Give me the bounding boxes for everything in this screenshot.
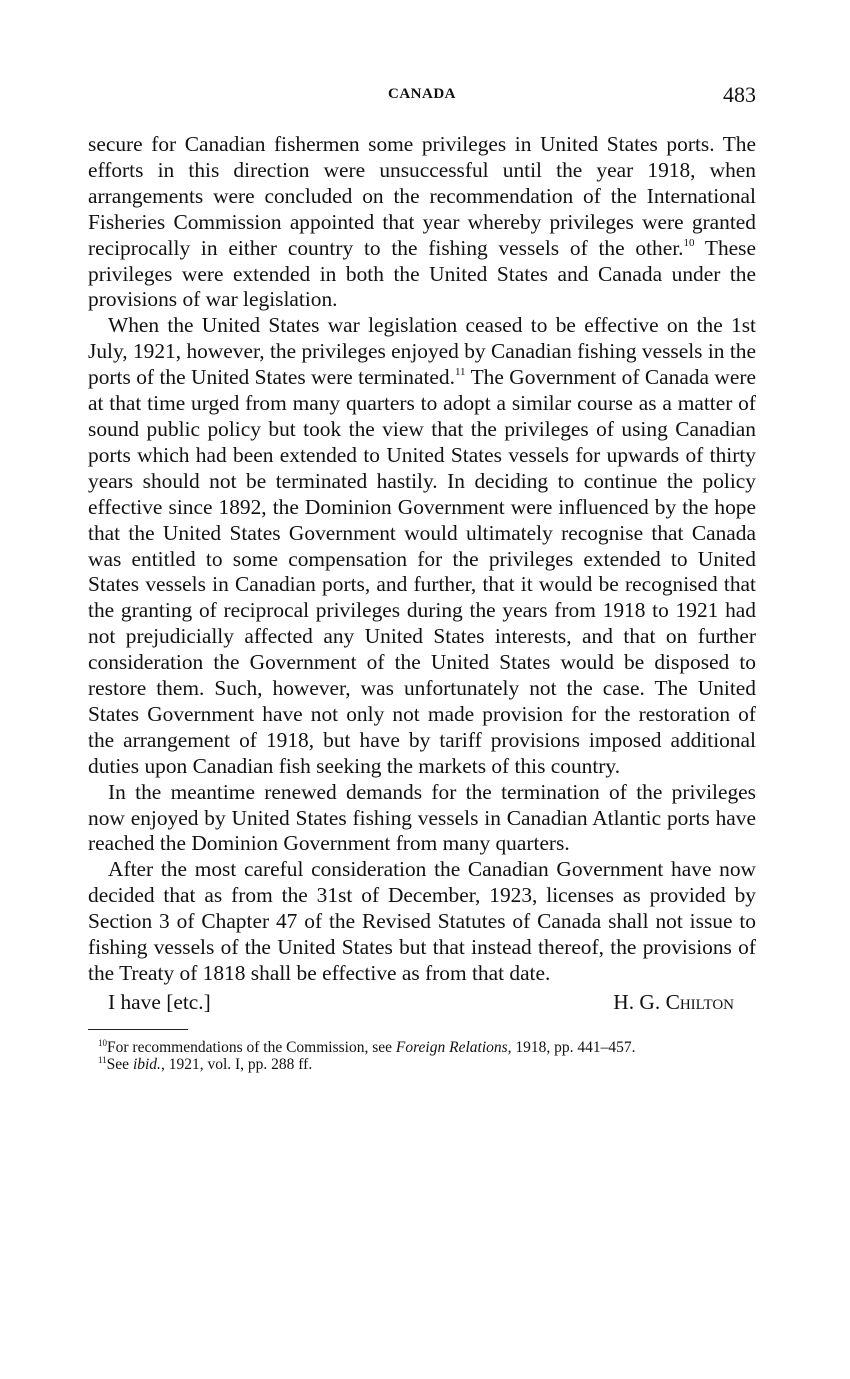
footnote-ref-10: 10 [683, 236, 695, 249]
signature-initials: H. G. [613, 989, 666, 1014]
salutation: I have [etc.] [108, 989, 211, 1014]
footnote-ref-11: 11 [454, 366, 466, 379]
document-page [88, 80, 756, 1073]
footnote-10-italic: Foreign Relations [395, 1038, 508, 1056]
page-number: 483 [723, 82, 756, 107]
running-head: CANADA [388, 86, 456, 102]
footnote-11 [88, 1054, 756, 1073]
footnote-11-italic: ibid. [132, 1055, 161, 1073]
paragraph-1 [88, 132, 756, 313]
footnote-11-text-b: , 1921, vol. I, pp. 288 ff. [160, 1055, 313, 1073]
footnote-rule [88, 1029, 188, 1030]
footnote-11-text-a: See [106, 1055, 133, 1073]
paragraph-2-text-b: The Government of Canada were at that time urged from many quarters to adopt a similar course as a matter of sound public policy but took the view that the privileges of using Canadian ports which had been extended to United States vessels for upwards of thirty years should not be terminated hastily. In deciding to continue the policy effective since 1892, the Dominion Government were influenced by the hope that the United States Government would ultimately recognise that Canada was entitled to some compensation for the privileges extended to United States vessels in Canadian ports, and further, that it would be recognised that the granting of reciprocal privileges during the years from 1918 to 1921 had not prejudicially affected any United States interests, and that on further consideration the Government of the United States would be disposed to restore them. Such, however, was unfortunately not the case. The United States Government have not only not made provision for the restoration of the arrangement of 1918, but have by tariff provisions imposed additional duties upon Canadian fish seeking the markets of this country. [88, 365, 756, 778]
paragraph-1-text-a: secure for Canadian fishermen some privileges in United States ports. The efforts in this direction were unsuccessful until the year 1918, when arrangements were concluded on the recommendation of the International Fisheries Commission appointed that year whereby privileges were granted reciprocally in either country to the fishing vessels of the other. [88, 132, 756, 260]
signature-surname: Chilton [665, 989, 734, 1014]
paragraph-3: In the meantime renewed demands for the termination of the privileges now enjoyed by United States fishing vessels in Canadian Atlantic ports have reached the Dominion Government from many quarters. [88, 779, 756, 856]
footnote-11-mark: 11 [98, 1054, 107, 1065]
footnote-10 [88, 1037, 756, 1056]
paragraph-2-text-a: When the United States war legislation ceased to be effective on the 1st July, 1921, however, the privileges enjoyed by Canadian fishing vessels in the ports of the United States were terminated. [88, 313, 756, 390]
paragraph-4: After the most careful consideration the Canadian Government have now decided that as from the 31st of December, 1923, licenses as provided by Section 3 of Chapter 47 of the Revised Statutes of Canada shall not issue to fishing vessels of the United States but that instead thereof, the provisions of the Treaty of 1818 shall be effective as from that date. [88, 857, 756, 985]
page-header [88, 80, 756, 114]
body-text [88, 132, 756, 987]
paragraph-2 [88, 313, 756, 779]
paragraph-1-text-b: These privileges were extended in both the United States and Canada under the provisions of war legislation. [88, 235, 756, 312]
footnote-10-text-b: , 1918, pp. 441–457. [507, 1038, 636, 1056]
footnote-10-mark: 10 [98, 1037, 107, 1048]
footnotes [88, 1037, 756, 1073]
footnote-10-text-a: For recommendations of the Commission, see [107, 1038, 396, 1056]
signature [613, 989, 756, 1015]
closing-line [88, 989, 756, 1015]
